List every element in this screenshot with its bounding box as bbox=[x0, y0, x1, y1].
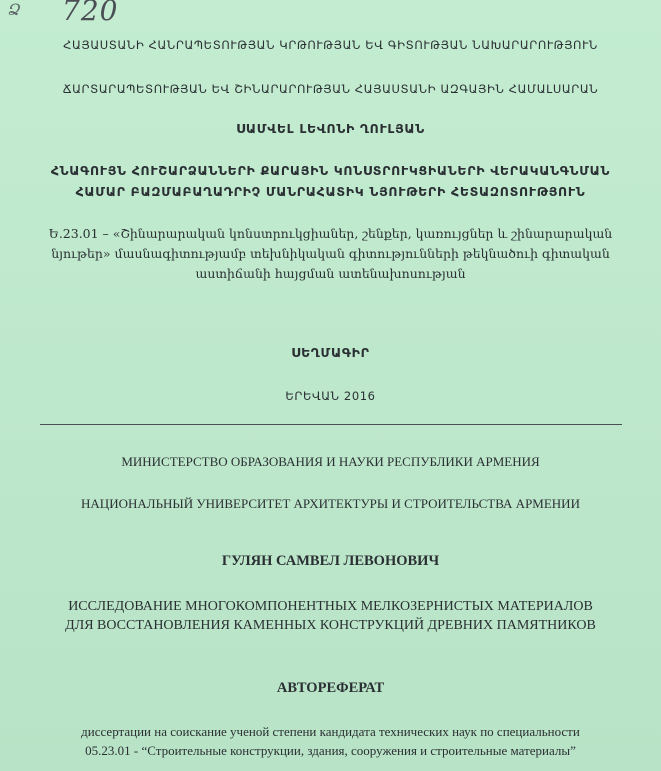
handwritten-prefix: Ձ bbox=[8, 2, 21, 19]
handwritten-number: 720 bbox=[62, 0, 119, 27]
ru-author: ГУЛЯН САМВЕЛ ЛЕВОНОВИЧ bbox=[221, 553, 440, 569]
arm-title-line1: ՀՆԱԳՈՒՅՆ ՀՈՒՇԱՐՁԱՆՆԵՐԻ ՔԱՐԱՅԻՆ ԿՈՆՍՏՐՈՒԿՑԻԱՆԵՐԻ ՎԵՐԱԿԱՆԳՆՄԱՆ bbox=[50, 163, 611, 178]
arm-spec-line3: աստիճանի հայցման ատենախոսության bbox=[195, 266, 466, 281]
ru-ministry: МИНИСТЕРСТВО ОБРАЗОВАНИЯ И НАУКИ РЕСПУБЛИКИ АРМЕНИЯ bbox=[121, 454, 540, 469]
ru-title-line1: ИССЛЕДОВАНИЕ МНОГОКОМПОНЕНТНЫХ МЕЛКОЗЕРНИСТЫХ МАТЕРИАЛОВ bbox=[68, 599, 593, 614]
arm-author: ՍԱՄՎԵԼ ԼԵՎՈՆԻ ՂՈՒԼՅԱՆ bbox=[236, 121, 425, 136]
ru-university: НАЦИОНАЛЬНЫЙ УНИВЕРСИТЕТ АРХИТЕКТУРЫ И СТРОИТЕЛЬСТВА АРМЕНИИ bbox=[81, 496, 580, 511]
ru-title-line2: ДЛЯ ВОССТАНОВЛЕНИЯ КАМЕННЫХ КОНСТРУКЦИЙ ДРЕВНИХ ПАМЯТНИКОВ bbox=[65, 618, 596, 633]
arm-city-year: ԵՐԵՎԱՆ 2016 bbox=[285, 389, 376, 403]
ru-spec-line2: 05.23.01 - “Строительные конструкции, здания, сооружения и строительные материалы” bbox=[85, 743, 576, 758]
ru-doc-type: АВТОРЕФЕРАТ bbox=[276, 680, 385, 696]
section-divider bbox=[40, 424, 622, 425]
arm-ministry: ՀԱՅԱՍՏԱՆԻ ՀԱՆՐԱՊԵՏՈՒԹՅԱՆ ԿՐԹՈՒԹՅԱՆ ԵՎ ԳԻՏՈՒԹՅԱՆ ՆԱԽԱՐԱՐՈՒԹՅՈՒՆ bbox=[63, 38, 598, 52]
arm-title-line2: ՀԱՄԱՐ ԲԱԶՄԱԲԱՂԱԴՐԻՉ ՄԱՆՐԱՀԱՏԻԿ ՆՅՈՒԹԵՐԻ ՀԵՏԱԶՈՏՈՒԹՅՈՒՆ bbox=[75, 184, 586, 199]
arm-university: ՃԱՐՏԱՐԱՊԵՏՈՒԹՅԱՆ ԵՎ ՇԻՆԱՐԱՐՈՒԹՅԱՆ ՀԱՅԱՍՏԱՆԻ ԱԶԳԱՅԻՆ ՀԱՄԱԼՍԱՐԱՆ bbox=[62, 82, 599, 96]
arm-spec-line2: նյութեր» մասնագիտությամբ տեխնիկական գիտությունների թեկնածուի գիտական bbox=[51, 246, 610, 261]
arm-doc-type: ՍԵՂՄԱԳԻՐ bbox=[291, 345, 370, 360]
arm-spec-line1: Ե.23.01 – «Շինարարական կոնստրուկցիաներ, շենքեր, կառույցներ և շինարարական bbox=[48, 226, 613, 241]
ru-spec-line1: диссертации на соискание ученой степени кандидата технических наук по специальности bbox=[81, 724, 580, 739]
